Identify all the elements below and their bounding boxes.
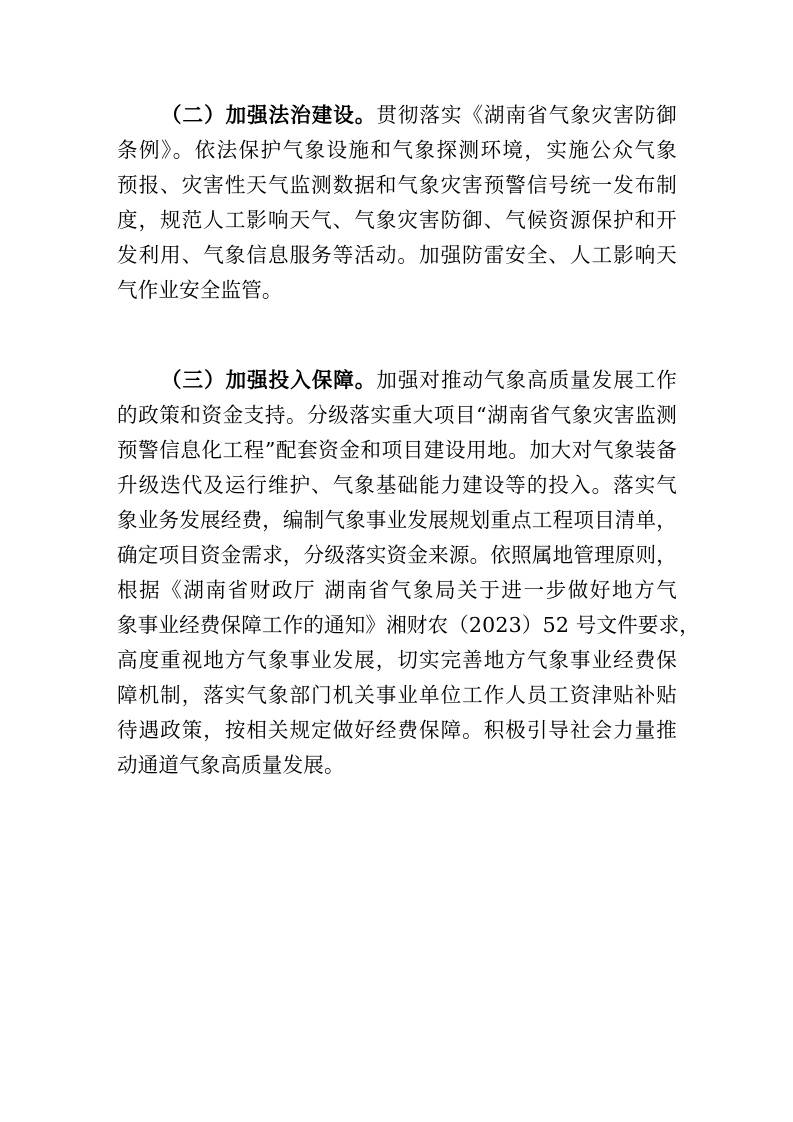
paragraph-first-line: [117, 98, 677, 133]
paragraph-first-line: [117, 363, 677, 398]
text-line: 的政策和资金支持。分级落实重大项目“湖南省气象灾害监测: [117, 403, 677, 427]
text-line: 度，规范人工影响天气、气象灾害防御、气候资源保护和开: [117, 208, 677, 232]
text-segment: 加强对推动气象高质量发展工作: [376, 368, 677, 392]
paragraph-investment: [117, 363, 700, 783]
text-line: 根据《湖南省财政厅 湖南省气象局关于进一步做好地方气: [117, 578, 677, 602]
section-heading: （二）加强法治建设。: [161, 103, 377, 127]
text-line: 条例》。依法保护气象设施和气象探测环境，实施公众气象: [117, 138, 677, 162]
text-line: 气作业安全监管。: [117, 278, 283, 302]
section-heading: （三）加强投入保障。: [161, 368, 377, 392]
text-line: 象事业经费保障工作的通知》湘财农（2023）52 号文件要求，: [117, 613, 700, 637]
text-segment: 贯彻落实《湖南省气象灾害防御: [376, 103, 677, 127]
text-line: 动通道气象高质量发展。: [117, 753, 345, 777]
text-line: 预报、灾害性天气监测数据和气象灾害预警信号统一发布制: [117, 173, 677, 197]
text-line: 升级迭代及运行维护、气象基础能力建设等的投入。落实气: [117, 473, 677, 497]
text-line: 障机制，落实气象部门机关事业单位工作人员工资津贴补贴: [117, 683, 677, 707]
paragraph-rule-of-law: [117, 98, 677, 308]
text-line: 预警信息化工程”配套资金和项目建设用地。加大对气象装备: [117, 438, 677, 462]
text-line: 象业务发展经费，编制气象事业发展规划重点工程项目清单，: [117, 508, 677, 532]
text-line: 高度重视地方气象事业发展，切实完善地方气象事业经费保: [117, 648, 677, 672]
text-line: 确定项目资金需求，分级落实资金来源。依照属地管理原则，: [117, 543, 677, 567]
text-line: 发利用、气象信息服务等活动。加强防雷安全、人工影响天: [117, 243, 677, 267]
text-line: 待遇政策，按相关规定做好经费保障。积极引导社会力量推: [117, 718, 677, 742]
